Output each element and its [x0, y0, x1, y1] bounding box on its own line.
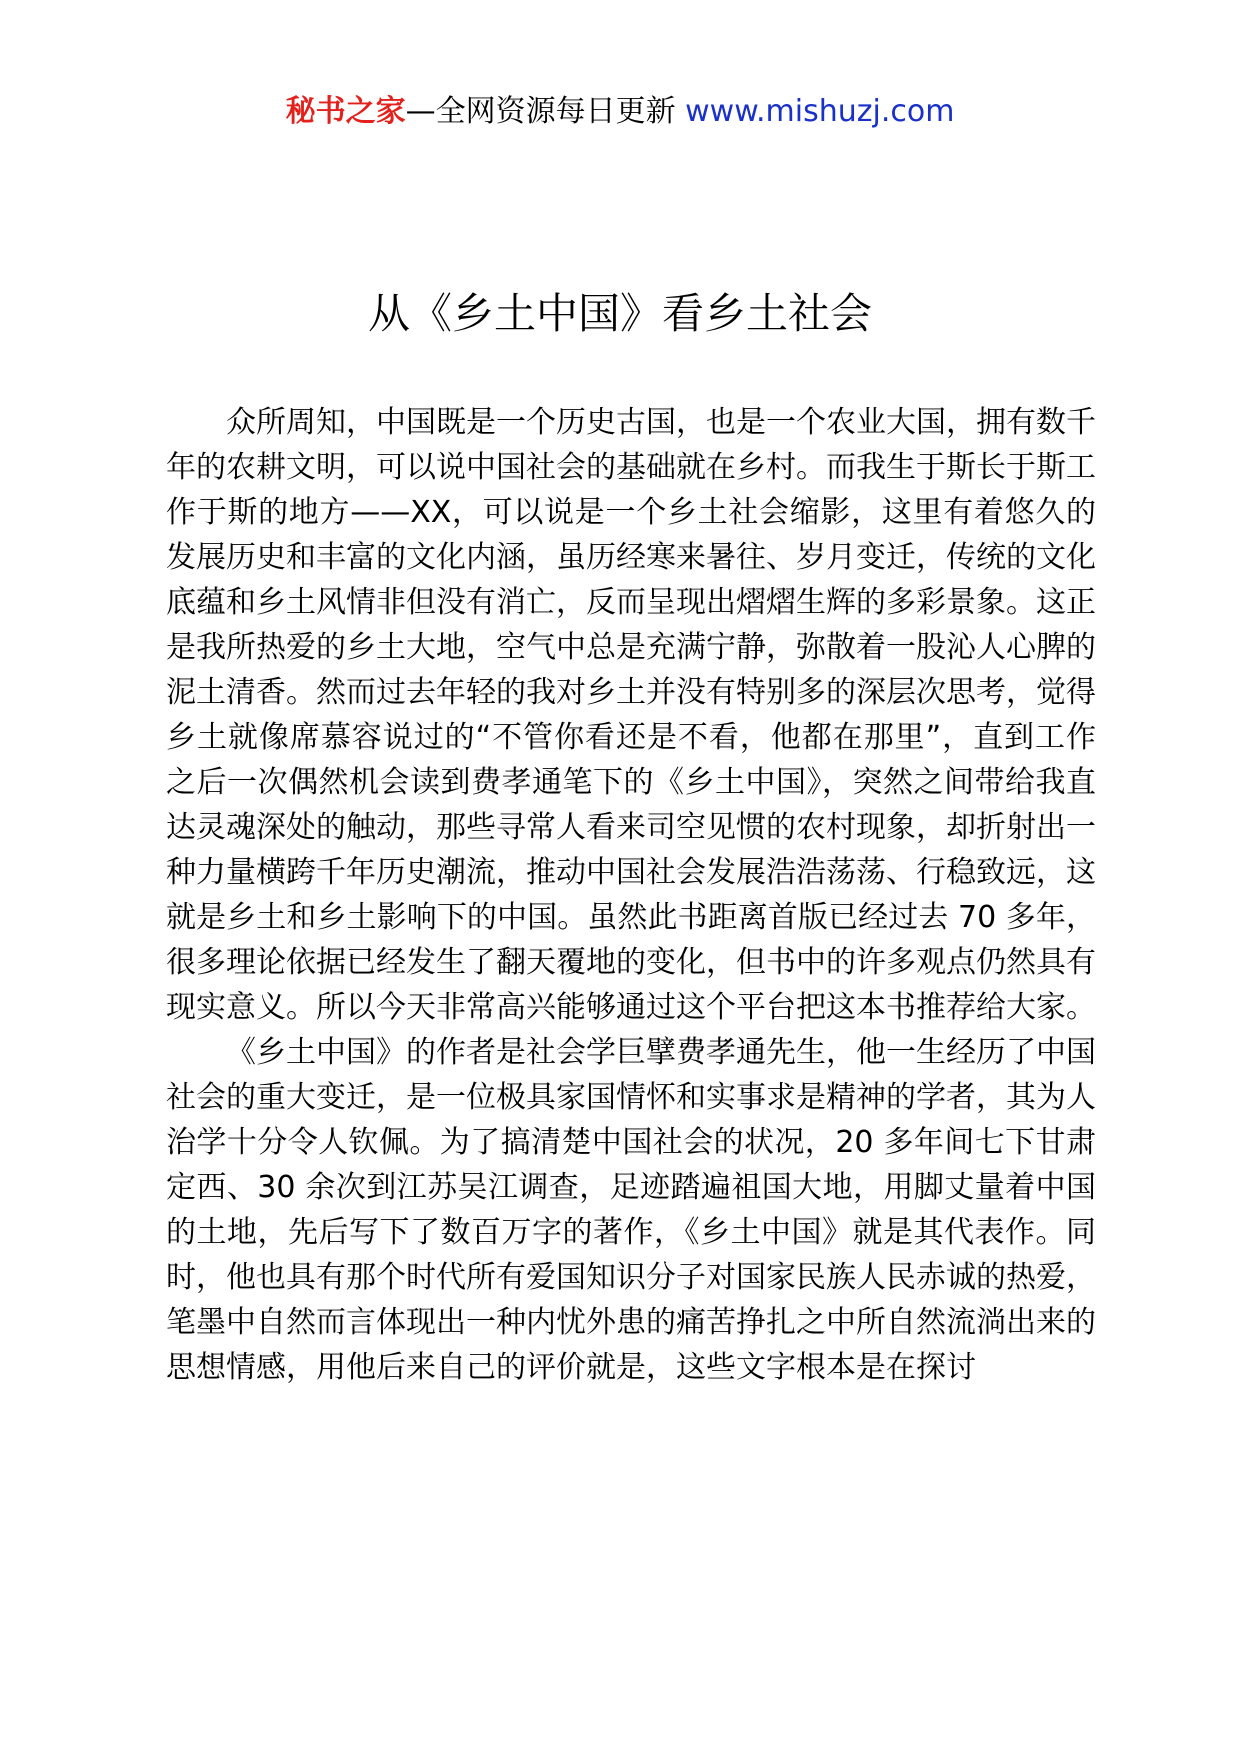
site-banner — [0, 92, 1240, 132]
document-title: 从《乡土中国》看乡土社会 — [367, 289, 872, 338]
document-body — [166, 400, 1096, 1390]
paragraph-1: 众所周知，中国既是一个历史古国，也是一个农业大国，拥有数千年的农耕文明，可以说中国社会的基础就在乡村。而我生于斯长于斯工作于斯的地方——XX，可以说是一个乡土社会缩影，这里有着悠久的发展历史和丰富的文化内涵，虽历经寒来暑往、岁月变迁，传统的文化底蕴和乡土风情非但没有消亡，反而呈现出熠熠生辉的多彩景象。这正是我所热爱的乡土大地，空气中总是充满宁静，弥散着一股沁人心脾的泥土清香。然而过去年轻的我对乡土并没有特别多的深层次思考，觉得乡土就像席慕容说过的“不管你看还是不看，他都在那里”，直到工作之后一次偶然机会读到费孝通笔下的《乡土中国》，突然之间带给我直达灵魂深处的触动，那些寻常人看来司空见惯的农村现象，却折射出一种力量横跨千年历史潮流，推动中国社会发展浩浩荡荡、行稳致远，这就是乡土和乡土影响下的中国。虽然此书距离首版已经过去 70 多年，很多理论依据已经发生了翻天覆地的变化，但书中的许多观点仍然具有现实意义。所以今天非常高兴能够通过这个平台把这本书推荐给大家。 — [166, 405, 1096, 1025]
site-tagline: —全网资源每日更新 — [405, 94, 686, 129]
paragraph-2: 《乡土中国》的作者是社会学巨擘费孝通先生，他一生经历了中国社会的重大变迁，是一位极具家国情怀和实事求是精神的学者，其为人治学十分令人钦佩。为了搞清楚中国社会的状况，20 多年间七下甘肃定西、30 余次到江苏吴江调查，足迹踏遍祖国大地，用脚丈量着中国的土地，先后写下了数百万字的著作，《乡土中国》就是其代表作。同时，他也具有那个时代所有爱国知识分子对国家民族人民赤诚的热爱，笔墨中自然而言体现出一种内忧外患的痛苦挣扎之中所自然流淌出来的思想情感，用他后来自己的评价就是，这些文字根本是在探讨 — [166, 1035, 1096, 1385]
site-url-link[interactable]: www.mishuzj.com — [685, 94, 955, 129]
site-brand: 秘书之家 — [285, 94, 406, 129]
